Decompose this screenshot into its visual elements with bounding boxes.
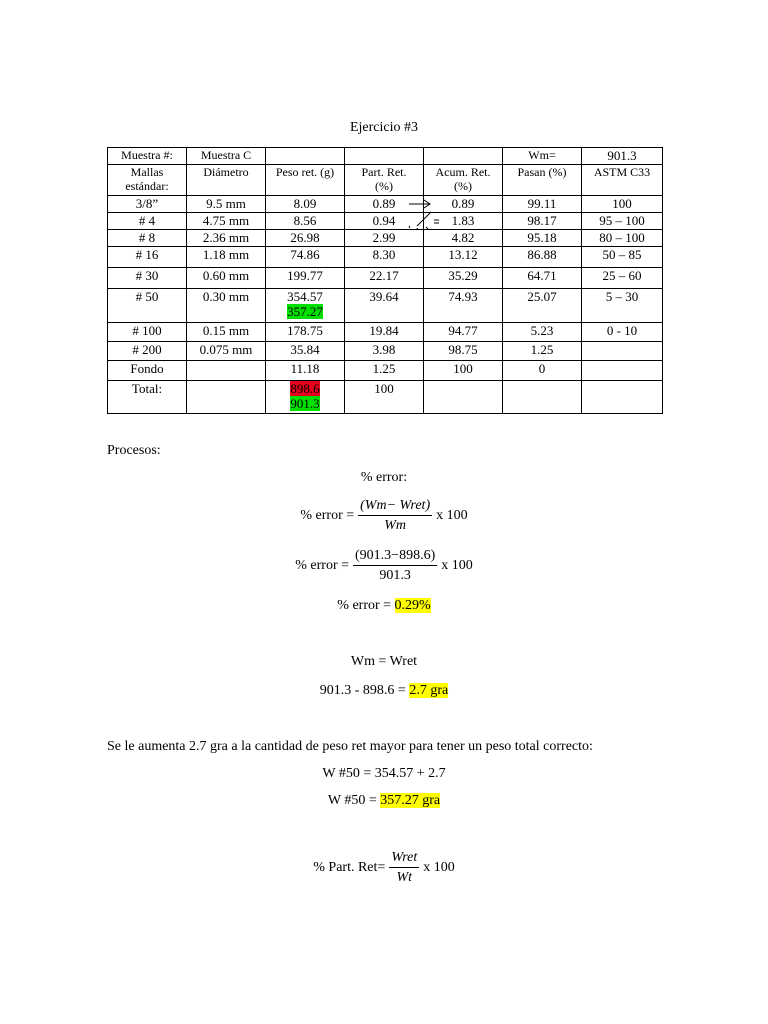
- table-cell: 94.77: [424, 323, 503, 342]
- formula-rhs: x 100: [423, 860, 455, 875]
- table-cell: 35.29: [424, 268, 503, 289]
- fraction: [389, 850, 419, 886]
- table-cell: 26.98: [266, 230, 345, 247]
- error-result-line: [0, 598, 768, 614]
- table-cell: # 16: [108, 247, 187, 268]
- table-cell: 86.88: [503, 247, 582, 268]
- table-cell: 9.5 mm: [187, 196, 266, 213]
- table-cell: 0.89: [345, 196, 424, 213]
- table-cell: 74.93: [424, 289, 503, 323]
- table-cell: [266, 148, 345, 165]
- table-cell: 99.11: [503, 196, 582, 213]
- table-row: [108, 268, 663, 289]
- error-formula-values: [0, 548, 768, 584]
- table-cell: 5.23: [503, 323, 582, 342]
- table-cell: 98.17: [503, 213, 582, 230]
- difference-prefix: 901.3 - 898.6 =: [319, 683, 410, 698]
- fraction-numerator: Wret: [389, 850, 419, 868]
- fraction-denominator: Wm: [384, 518, 407, 533]
- formula-lhs: % Part. Ret=: [313, 860, 386, 875]
- table-row: [108, 213, 663, 230]
- wm-equation: Wm = Wret: [350, 654, 418, 669]
- column-header: Pasan (%): [503, 165, 582, 196]
- fraction-denominator: 901.3: [379, 568, 411, 583]
- table-cell: 25.07: [503, 289, 582, 323]
- table-cell: 1.83: [424, 213, 503, 230]
- table-cell: # 100: [108, 323, 187, 342]
- table-cell: 0.60 mm: [187, 268, 266, 289]
- table-row: [108, 361, 663, 381]
- original-weight-value: 354.57: [287, 289, 323, 304]
- table-cell: Fondo: [108, 361, 187, 381]
- column-header: Part. Ret. (%): [345, 165, 424, 196]
- table-cell: 80 – 100: [582, 230, 663, 247]
- table-cell: 8.30: [345, 247, 424, 268]
- exercise-title: Ejercicio #3: [349, 120, 419, 135]
- table-cell: 0: [503, 361, 582, 381]
- table-row: [108, 323, 663, 342]
- difference-line: [0, 683, 768, 699]
- fraction: [353, 548, 437, 584]
- table-cell: 901.3: [582, 148, 663, 165]
- table-cell: Muestra #:: [108, 148, 187, 165]
- difference-highlight: 2.7 gra: [409, 683, 449, 698]
- table-cell: 19.84: [345, 323, 424, 342]
- fraction-numerator: (Wm− Wret): [358, 498, 432, 516]
- table-cell: [187, 361, 266, 381]
- table-cell: 0 - 10: [582, 323, 663, 342]
- table-cell: 5 – 30: [582, 289, 663, 323]
- table-cell: 8.56: [266, 213, 345, 230]
- table-cell: # 50: [108, 289, 187, 323]
- table-cell: 64.71: [503, 268, 582, 289]
- new-total-highlight: 901.3: [290, 396, 320, 411]
- table-cell: 11.18: [266, 361, 345, 381]
- table-cell: 2.36 mm: [187, 230, 266, 247]
- sieve-analysis-table: [107, 147, 663, 414]
- fraction-numerator: (901.3−898.6): [353, 548, 437, 566]
- column-header: Diámetro: [187, 165, 266, 196]
- table-cell: 0.15 mm: [187, 323, 266, 342]
- table-cell: [503, 381, 582, 414]
- table-cell: Muestra C: [187, 148, 266, 165]
- table-cell: 199.77: [266, 268, 345, 289]
- table-cell: [187, 381, 266, 414]
- error-heading: % error:: [360, 470, 408, 485]
- column-header: Acum. Ret. (%): [424, 165, 503, 196]
- table-cell: 0.94: [345, 213, 424, 230]
- table-cell: 50 – 85: [582, 247, 663, 268]
- table-cell: 8.09: [266, 196, 345, 213]
- table-row: [108, 247, 663, 268]
- table-row: [108, 342, 663, 361]
- table-cell: [266, 289, 345, 323]
- explanation-paragraph: Se le aumenta 2.7 gra a la cantidad de peso ret mayor para tener un peso total correcto:: [107, 739, 593, 754]
- table-cell: 100: [345, 381, 424, 414]
- column-header: Peso ret. (g): [266, 165, 345, 196]
- table-cell: 95.18: [503, 230, 582, 247]
- table-cell: [582, 381, 663, 414]
- table-cell: 1.18 mm: [187, 247, 266, 268]
- w50-prefix: W #50 =: [327, 793, 381, 808]
- table-cell: 1.25: [503, 342, 582, 361]
- table-row: [108, 196, 663, 213]
- part-ret-formula: [0, 850, 768, 886]
- table-cell: 13.12: [424, 247, 503, 268]
- w50-result-line: [0, 793, 768, 809]
- formula-lhs: % error =: [300, 508, 355, 523]
- table-cell: 3.98: [345, 342, 424, 361]
- w50-result-highlight: 357.27 gra: [380, 793, 441, 808]
- fraction-denominator: Wt: [396, 870, 413, 885]
- table-cell: 22.17: [345, 268, 424, 289]
- table-cell: # 200: [108, 342, 187, 361]
- table-cell: [424, 381, 503, 414]
- error-result-highlight: 0.29%: [394, 598, 431, 613]
- table-cell: 0.075 mm: [187, 342, 266, 361]
- error-result-prefix: % error =: [337, 598, 395, 613]
- column-header: ASTM C33: [582, 165, 663, 196]
- table-cell: [345, 148, 424, 165]
- table-row: [108, 148, 663, 165]
- table-cell: 0.30 mm: [187, 289, 266, 323]
- table-cell: 3/8”: [108, 196, 187, 213]
- table-cell: 25 – 60: [582, 268, 663, 289]
- handwritten-arrow-marks: [405, 196, 453, 236]
- table-cell: 4.82: [424, 230, 503, 247]
- table-cell: Total:: [108, 381, 187, 414]
- table-header-row: [108, 165, 663, 196]
- table-cell: 4.75 mm: [187, 213, 266, 230]
- old-total-highlight: 898.6: [290, 381, 320, 396]
- table-cell: # 30: [108, 268, 187, 289]
- w50-equation: W #50 = 354.57 + 2.7: [322, 766, 446, 781]
- formula-lhs: % error =: [295, 558, 350, 573]
- table-row: [108, 381, 663, 414]
- table-cell: 0.89: [424, 196, 503, 213]
- table-cell: 1.25: [345, 361, 424, 381]
- table-cell: 74.86: [266, 247, 345, 268]
- fraction: [358, 498, 432, 534]
- formula-rhs: x 100: [436, 508, 468, 523]
- formula-rhs: x 100: [441, 558, 473, 573]
- table-cell: # 8: [108, 230, 187, 247]
- table-cell: 2.99: [345, 230, 424, 247]
- table-cell: 35.84: [266, 342, 345, 361]
- procesos-label: Procesos:: [107, 443, 161, 458]
- table-cell: 100: [424, 361, 503, 381]
- table-cell: [424, 148, 503, 165]
- table-cell: Wm=: [503, 148, 582, 165]
- table-cell: 39.64: [345, 289, 424, 323]
- column-header: Mallas estándar:: [108, 165, 187, 196]
- table-cell: [266, 381, 345, 414]
- error-formula: [0, 498, 768, 534]
- table-cell: 100: [582, 196, 663, 213]
- table-cell: [582, 342, 663, 361]
- table-row: [108, 289, 663, 323]
- table-cell: 178.75: [266, 323, 345, 342]
- table-cell: # 4: [108, 213, 187, 230]
- table-cell: 95 – 100: [582, 213, 663, 230]
- corrected-weight-highlight: 357.27: [287, 304, 323, 319]
- table-cell: 98.75: [424, 342, 503, 361]
- table-cell: [582, 361, 663, 381]
- table-row: [108, 230, 663, 247]
